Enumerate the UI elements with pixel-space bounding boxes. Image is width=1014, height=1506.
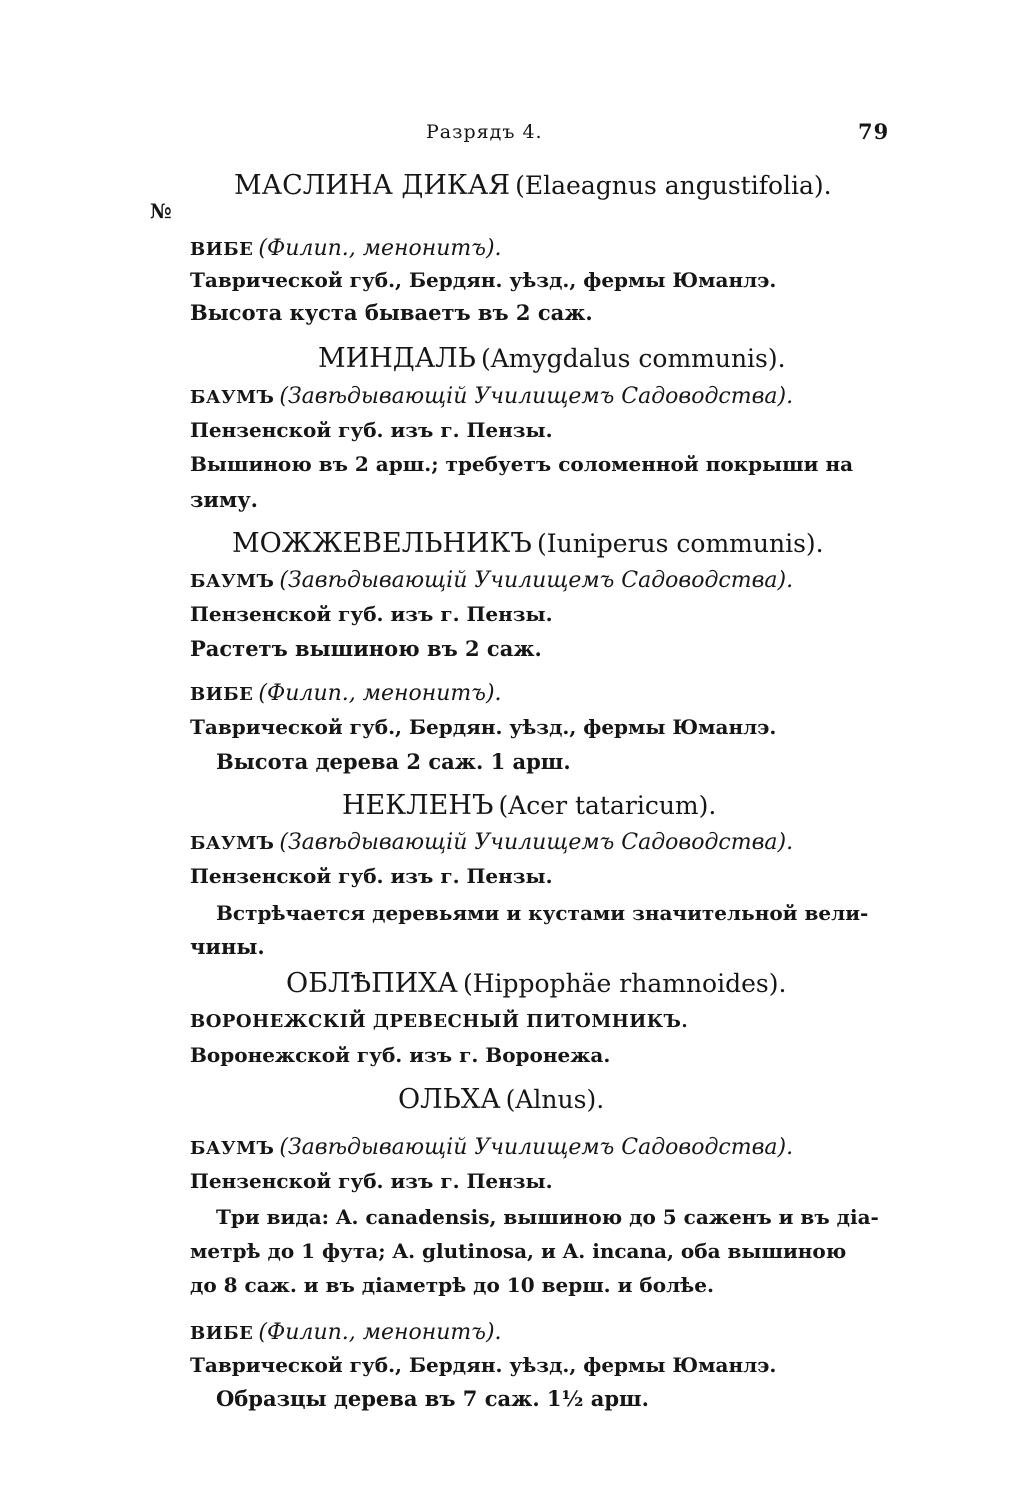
entry-title-row	[232, 530, 824, 557]
supplier-line	[190, 832, 793, 854]
entry-title: МАСЛИНА ДИКАЯ	[234, 170, 511, 201]
location-line: Таврической губ., Бердян. уѣзд., фермы Юманлэ.	[190, 268, 777, 292]
supplier-role: (Завѣдывающій Училищемъ Садоводства).	[279, 1135, 794, 1160]
entry-title-row	[342, 792, 716, 819]
entry-title-row	[318, 345, 786, 372]
section-header: Разрядъ 4.	[426, 121, 543, 143]
location-line: Таврической губ., Бердян. уѣзд., фермы Юманлэ.	[190, 715, 777, 739]
supplier-name: ВОРОНЕЖСКІЙ ДРЕВЕСНЫЙ ПИТОМНИКЪ.	[190, 1011, 689, 1032]
location-line: Пензенской губ. изъ г. Пензы.	[190, 602, 553, 626]
supplier-name: БАУМЪ	[190, 387, 275, 408]
entry-title: НЕКЛЕНЪ	[342, 790, 494, 821]
description-line: до 8 саж. и въ діаметрѣ до 10 верш. и болѣе.	[190, 1273, 714, 1297]
entry-latin-name: (Acer tataricum).	[498, 791, 717, 820]
description-line: Высота дерева 2 саж. 1 арш.	[216, 749, 571, 774]
supplier-role: (Завѣдывающій Училищемъ Садоводства).	[279, 830, 794, 855]
description-line: Высота куста бываетъ въ 2 саж.	[190, 300, 593, 325]
entry-latin-name: (Amygdalus communis).	[480, 344, 786, 373]
description-line: чины.	[190, 934, 265, 959]
supplier-line	[190, 386, 793, 408]
location-line: Пензенской губ. изъ г. Пензы.	[190, 418, 553, 442]
entry-latin-name: (Iuniperus communis).	[536, 529, 824, 558]
entry-title-row	[398, 1086, 604, 1113]
supplier-line	[190, 238, 502, 260]
supplier-name: БАУМЪ	[190, 833, 275, 854]
entry-title-row	[234, 172, 832, 199]
description-line: метрѣ до 1 фута; A. glutinosa, и A. incana, оба вышиною	[190, 1239, 847, 1263]
number-sign: №	[150, 199, 172, 223]
supplier-line	[190, 1322, 502, 1344]
entry-latin-name: (Alnus).	[505, 1085, 605, 1114]
supplier-role: (Филип., менонитъ).	[258, 1320, 502, 1345]
entry-title: ОБЛѢПИХА	[286, 968, 458, 999]
supplier-line	[190, 570, 793, 592]
location-line: Воронежской губ. изъ г. Воронежа.	[190, 1043, 611, 1067]
description-line: Образцы дерева въ 7 саж. 1½ арш.	[216, 1386, 649, 1411]
supplier-line	[190, 683, 502, 705]
supplier-name: БАУМЪ	[190, 571, 275, 592]
page-number: 79	[858, 119, 890, 144]
entry-title: МИНДАЛЬ	[318, 343, 476, 374]
entry-title: ОЛЬХА	[398, 1084, 501, 1115]
supplier-role: (Филип., менонитъ).	[258, 236, 502, 261]
description-line: Растетъ вышиною въ 2 саж.	[190, 636, 542, 661]
entry-latin-name: (Hippophäe rhamnoides).	[462, 969, 787, 998]
supplier-name: БАУМЪ	[190, 1138, 275, 1159]
location-line: Таврической губ., Бердян. уѣзд., фермы Юманлэ.	[190, 1353, 777, 1377]
entry-title-row	[286, 970, 786, 997]
supplier-name: ВИБЕ	[190, 684, 254, 705]
supplier-name: ВИБЕ	[190, 239, 254, 260]
location-line: Пензенской губ. изъ г. Пензы.	[190, 864, 553, 888]
entry-title: МОЖЖЕВЕЛЬНИКЪ	[232, 528, 532, 559]
entry-latin-name: (Elaeagnus angustifolia).	[515, 171, 832, 200]
supplier-role: (Завѣдывающій Училищемъ Садоводства).	[279, 568, 794, 593]
supplier-name: ВИБЕ	[190, 1323, 254, 1344]
supplier-line	[190, 1137, 793, 1159]
description-line: зиму.	[190, 487, 258, 512]
description-line: Вышиною въ 2 арш.; требуетъ соломенной покрыши на	[190, 452, 854, 476]
location-line: Пензенской губ. изъ г. Пензы.	[190, 1169, 553, 1193]
description-line: Встрѣчается деревьями и кустами значительной вели-	[216, 901, 869, 925]
description-line: Три вида: A. canadensis, вышиною до 5 саженъ и въ діа-	[216, 1205, 879, 1229]
supplier-role: (Завѣдывающій Училищемъ Садоводства).	[279, 384, 794, 409]
supplier-role: (Филип., менонитъ).	[258, 681, 502, 706]
